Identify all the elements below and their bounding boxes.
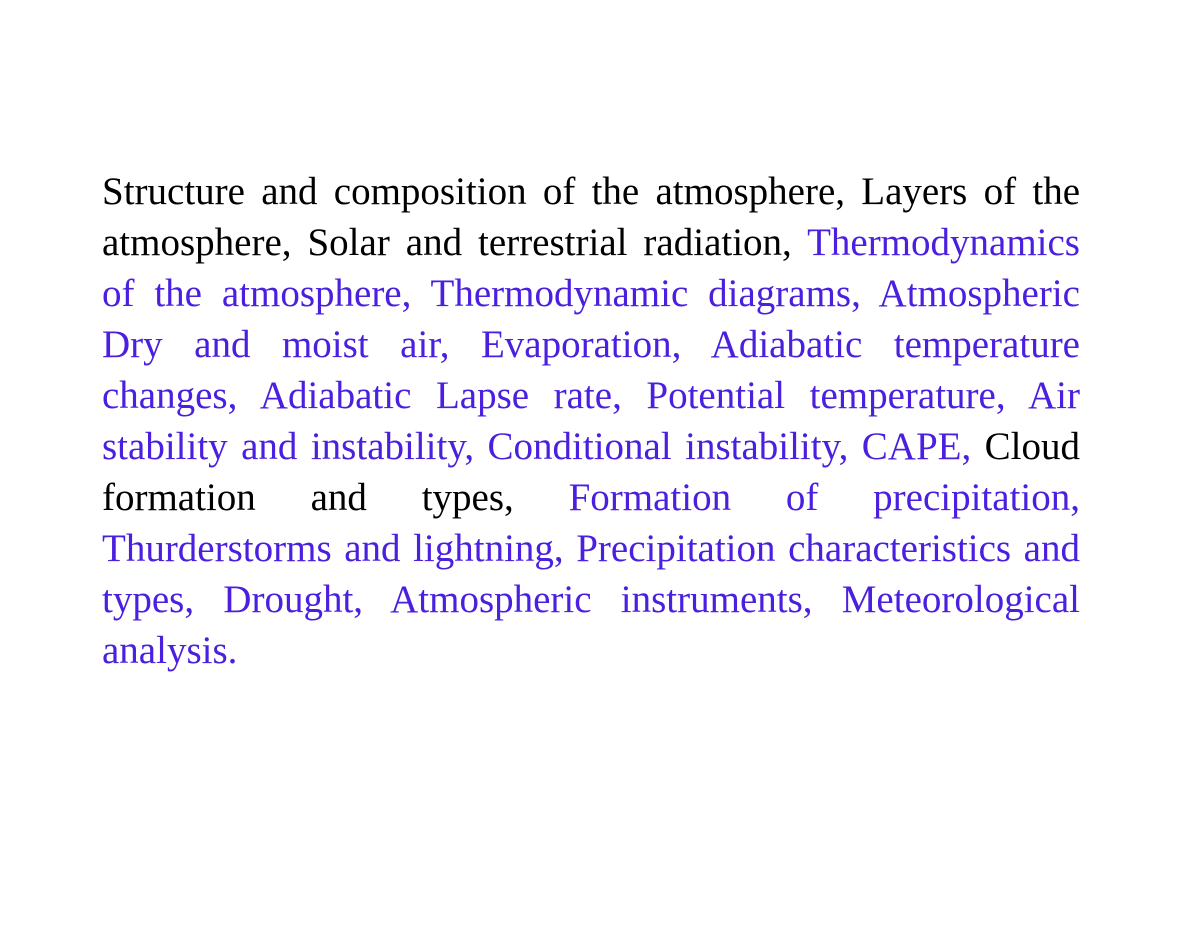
text-segment-purple-2: Formation of precipitation, Thurderstorms and lightning, Precipitation characteristics and types, Drought, Atmospheric instruments, Meteorological analysis. — [102, 476, 1080, 672]
syllabus-paragraph — [102, 166, 1080, 676]
text-segment-black-2: Cloud formation and types, — [102, 425, 1080, 519]
text-segment-black-1: Structure and composition of the atmosphere, Layers of the atmosphere, Solar and terrestrial radiation, — [102, 170, 1080, 264]
text-segment-purple-1: Thermodynamics of the atmosphere, Thermodynamic diagrams, Atmospheric Dry and moist air, Evaporation, Adiabatic temperature changes, Adiabatic Lapse rate, Potential temperature, Air stability and instability, Conditional instability, CAPE, — [102, 221, 1080, 468]
